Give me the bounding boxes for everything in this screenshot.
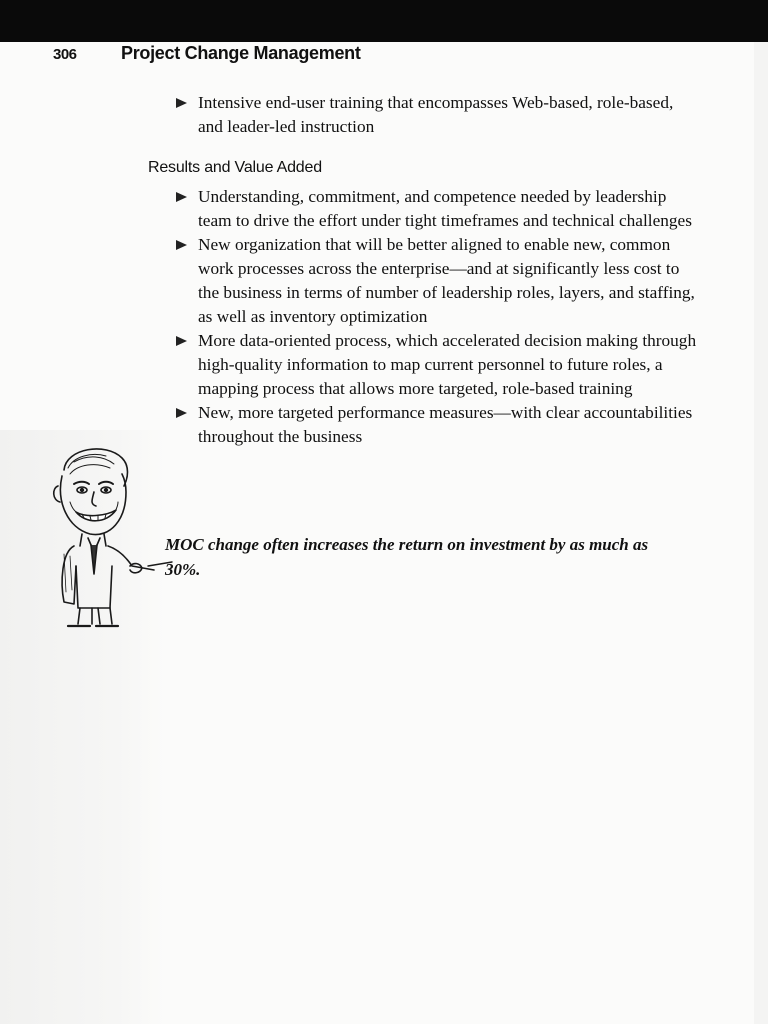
list-item xyxy=(176,185,700,233)
top-bullet-list xyxy=(176,91,700,139)
triangle-bullet-icon xyxy=(176,408,187,418)
list-item-text: Understanding, commitment, and competence needed by leadership team to drive the effort under tight timeframes and technical challenges xyxy=(198,187,692,230)
section-heading: Results and Value Added xyxy=(148,159,322,176)
triangle-bullet-icon xyxy=(176,240,187,250)
page-edge xyxy=(754,42,768,1024)
list-item-text: New, more targeted performance measures—with clear accountabilities throughout the business xyxy=(198,403,693,446)
list-item-text: More data-oriented process, which accelerated decision making through high-quality information to map current personnel to future roles, a mapping process that allows more targeted, role-based training xyxy=(198,331,697,398)
triangle-bullet-icon xyxy=(176,336,187,346)
results-bullet-list xyxy=(176,185,700,449)
triangle-bullet-icon xyxy=(176,98,187,108)
list-item-text: Intensive end-user training that encompasses Web-based, role-based, and leader-led instruction xyxy=(198,93,674,136)
list-item xyxy=(176,329,700,401)
list-item-text: New organization that will be better aligned to enable new, common work processes across the enterprise—and at significantly less cost to the business in terms of number of leadership roles, layers, and staffing, as well as inventory optimization xyxy=(198,235,695,326)
running-head: Project Change Management xyxy=(121,43,361,63)
top-black-bar xyxy=(0,0,768,42)
page-number: 306 xyxy=(53,46,77,63)
list-item xyxy=(176,233,700,329)
list-item xyxy=(176,401,700,449)
callout-text: MOC change often increases the return on investment by as much as 30%. xyxy=(165,535,649,579)
list-item xyxy=(176,91,700,139)
triangle-bullet-icon xyxy=(176,192,187,202)
cartoon-presenter-illustration xyxy=(44,442,174,632)
